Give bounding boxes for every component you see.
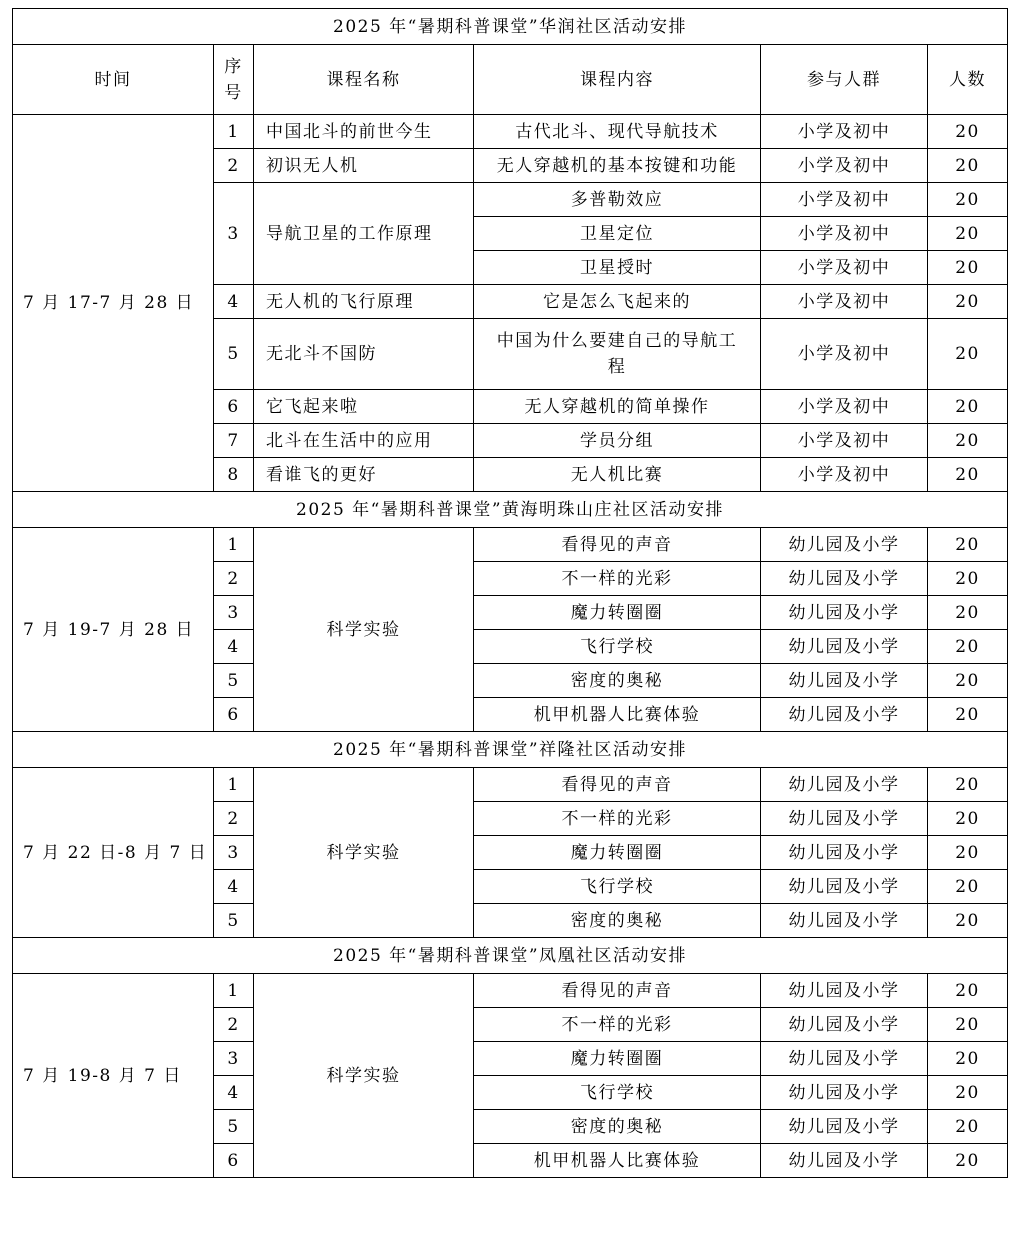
- count-cell: 20: [928, 1042, 1008, 1076]
- count-cell: 20: [928, 251, 1008, 285]
- seq-cell: 1: [214, 528, 254, 562]
- count-cell: 20: [928, 458, 1008, 492]
- course-content-cell: 看得见的声音: [474, 974, 761, 1008]
- course-content-cell: 飞行学校: [474, 1076, 761, 1110]
- count-cell: 20: [928, 217, 1008, 251]
- count-cell: 20: [928, 424, 1008, 458]
- course-name-cell: 中国北斗的前世今生: [254, 115, 474, 149]
- course-content-cell: 飞行学校: [474, 870, 761, 904]
- course-content-cell: 古代北斗、现代导航技术: [474, 115, 761, 149]
- course-content-cell: 看得见的声音: [474, 768, 761, 802]
- audience-cell: 小学及初中: [761, 251, 928, 285]
- audience-cell: 幼儿园及小学: [761, 768, 928, 802]
- audience-cell: 小学及初中: [761, 319, 928, 390]
- course-name-cell: 无人机的飞行原理: [254, 285, 474, 319]
- count-cell: 20: [928, 285, 1008, 319]
- count-cell: 20: [928, 630, 1008, 664]
- course-content-cell: 机甲机器人比赛体验: [474, 698, 761, 732]
- audience-cell: 幼儿园及小学: [761, 1110, 928, 1144]
- count-cell: 20: [928, 1076, 1008, 1110]
- course-content-cell: 密度的奥秘: [474, 664, 761, 698]
- seq-cell: 4: [214, 1076, 254, 1110]
- audience-cell: 幼儿园及小学: [761, 562, 928, 596]
- audience-cell: 幼儿园及小学: [761, 1144, 928, 1178]
- seq-cell: 2: [214, 562, 254, 596]
- seq-cell: 7: [214, 424, 254, 458]
- seq-cell: 5: [214, 904, 254, 938]
- audience-cell: 幼儿园及小学: [761, 1042, 928, 1076]
- count-cell: 20: [928, 1144, 1008, 1178]
- count-cell: 20: [928, 319, 1008, 390]
- course-content-cell: 不一样的光彩: [474, 562, 761, 596]
- count-cell: 20: [928, 698, 1008, 732]
- seq-cell: 3: [214, 1042, 254, 1076]
- course-content-cell: 魔力转圈圈: [474, 1042, 761, 1076]
- audience-cell: 幼儿园及小学: [761, 596, 928, 630]
- audience-cell: 幼儿园及小学: [761, 1076, 928, 1110]
- header-seq: 序号: [214, 45, 254, 115]
- seq-cell: 3: [214, 183, 254, 285]
- header-time: 时间: [13, 45, 214, 115]
- course-name-cell: 它飞起来啦: [254, 390, 474, 424]
- course-content-cell: 无人穿越机的简单操作: [474, 390, 761, 424]
- count-cell: 20: [928, 528, 1008, 562]
- course-content-cell: 学员分组: [474, 424, 761, 458]
- audience-cell: 幼儿园及小学: [761, 698, 928, 732]
- audience-cell: 小学及初中: [761, 183, 928, 217]
- count-cell: 20: [928, 870, 1008, 904]
- count-cell: 20: [928, 768, 1008, 802]
- seq-cell: 6: [214, 698, 254, 732]
- seq-cell: 8: [214, 458, 254, 492]
- course-content-cell: 多普勒效应: [474, 183, 761, 217]
- seq-cell: 4: [214, 870, 254, 904]
- section-title: 2025 年“暑期科普课堂”华润社区活动安排: [13, 9, 1008, 45]
- header-course-name: 课程名称: [254, 45, 474, 115]
- audience-cell: 幼儿园及小学: [761, 870, 928, 904]
- audience-cell: 小学及初中: [761, 115, 928, 149]
- seq-cell: 1: [214, 768, 254, 802]
- seq-cell: 3: [214, 596, 254, 630]
- audience-cell: 幼儿园及小学: [761, 836, 928, 870]
- course-content-cell: 卫星定位: [474, 217, 761, 251]
- audience-cell: 小学及初中: [761, 424, 928, 458]
- seq-cell: 5: [214, 664, 254, 698]
- count-cell: 20: [928, 974, 1008, 1008]
- course-content-cell: 看得见的声音: [474, 528, 761, 562]
- count-cell: 20: [928, 183, 1008, 217]
- audience-cell: 幼儿园及小学: [761, 974, 928, 1008]
- count-cell: 20: [928, 149, 1008, 183]
- audience-cell: 幼儿园及小学: [761, 664, 928, 698]
- seq-cell: 2: [214, 1008, 254, 1042]
- course-content-cell: 魔力转圈圈: [474, 596, 761, 630]
- course-name-cell: 导航卫星的工作原理: [254, 183, 474, 285]
- count-cell: 20: [928, 596, 1008, 630]
- course-content-cell: 密度的奥秘: [474, 904, 761, 938]
- seq-cell: 6: [214, 1144, 254, 1178]
- seq-cell: 5: [214, 1110, 254, 1144]
- course-content-cell: 飞行学校: [474, 630, 761, 664]
- course-name-cell: 科学实验: [254, 528, 474, 732]
- count-cell: 20: [928, 390, 1008, 424]
- section-title: 2025 年“暑期科普课堂”黄海明珠山庄社区活动安排: [13, 492, 1008, 528]
- course-content-cell: 卫星授时: [474, 251, 761, 285]
- count-cell: 20: [928, 802, 1008, 836]
- seq-cell: 4: [214, 630, 254, 664]
- count-cell: 20: [928, 115, 1008, 149]
- audience-cell: 小学及初中: [761, 390, 928, 424]
- seq-cell: 2: [214, 149, 254, 183]
- header-count: 人数: [928, 45, 1008, 115]
- date-range: 7 月 19-8 月 7 日: [13, 974, 214, 1178]
- seq-cell: 3: [214, 836, 254, 870]
- course-content-cell: 无人机比赛: [474, 458, 761, 492]
- course-name-cell: 初识无人机: [254, 149, 474, 183]
- table-row: [13, 528, 1008, 562]
- course-content-cell: 无人穿越机的基本按键和功能: [474, 149, 761, 183]
- seq-cell: 1: [214, 974, 254, 1008]
- course-name-cell: 科学实验: [254, 974, 474, 1178]
- course-name-cell: 北斗在生活中的应用: [254, 424, 474, 458]
- course-content-cell: 魔力转圈圈: [474, 836, 761, 870]
- count-cell: 20: [928, 904, 1008, 938]
- audience-cell: 小学及初中: [761, 458, 928, 492]
- audience-cell: 幼儿园及小学: [761, 904, 928, 938]
- course-content-cell: 它是怎么飞起来的: [474, 285, 761, 319]
- course-content-cell: 密度的奥秘: [474, 1110, 761, 1144]
- seq-cell: 5: [214, 319, 254, 390]
- count-cell: 20: [928, 1008, 1008, 1042]
- course-name-cell: 无北斗不国防: [254, 319, 474, 390]
- count-cell: 20: [928, 664, 1008, 698]
- seq-cell: 6: [214, 390, 254, 424]
- audience-cell: 小学及初中: [761, 149, 928, 183]
- course-content-cell: 不一样的光彩: [474, 802, 761, 836]
- count-cell: 20: [928, 1110, 1008, 1144]
- seq-cell: 1: [214, 115, 254, 149]
- seq-cell: 2: [214, 802, 254, 836]
- course-name-cell: 科学实验: [254, 768, 474, 938]
- table-row: [13, 974, 1008, 1008]
- audience-cell: 幼儿园及小学: [761, 1008, 928, 1042]
- audience-cell: 幼儿园及小学: [761, 528, 928, 562]
- section-title: 2025 年“暑期科普课堂”祥隆社区活动安排: [13, 732, 1008, 768]
- course-name-cell: 看谁飞的更好: [254, 458, 474, 492]
- audience-cell: 幼儿园及小学: [761, 630, 928, 664]
- course-content-cell: 机甲机器人比赛体验: [474, 1144, 761, 1178]
- course-content-cell: 不一样的光彩: [474, 1008, 761, 1042]
- seq-cell: 4: [214, 285, 254, 319]
- header-course-content: 课程内容: [474, 45, 761, 115]
- audience-cell: 幼儿园及小学: [761, 802, 928, 836]
- course-content-cell: 中国为什么要建自己的导航工程: [474, 319, 761, 390]
- header-audience: 参与人群: [761, 45, 928, 115]
- date-range: 7 月 22 日-8 月 7 日: [13, 768, 214, 938]
- table-row: [13, 768, 1008, 802]
- audience-cell: 小学及初中: [761, 285, 928, 319]
- date-range: 7 月 19-7 月 28 日: [13, 528, 214, 732]
- schedule-table: [12, 8, 1008, 1178]
- table-row: [13, 115, 1008, 149]
- date-range: 7 月 17-7 月 28 日: [13, 115, 214, 492]
- count-cell: 20: [928, 562, 1008, 596]
- audience-cell: 小学及初中: [761, 217, 928, 251]
- section-title: 2025 年“暑期科普课堂”凤凰社区活动安排: [13, 938, 1008, 974]
- count-cell: 20: [928, 836, 1008, 870]
